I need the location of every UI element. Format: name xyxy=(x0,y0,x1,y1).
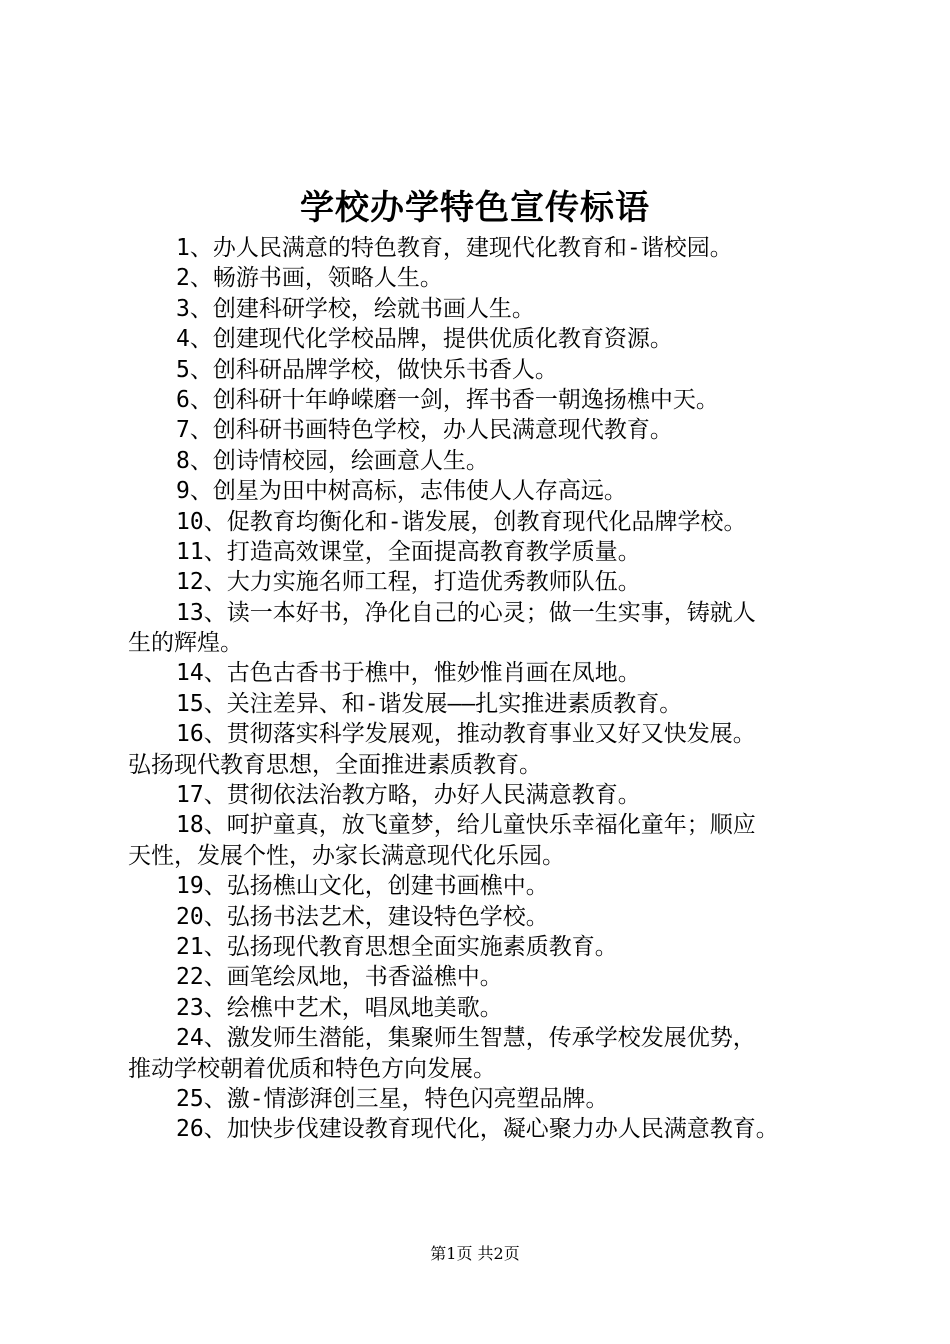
slogan-line: 12、大力实施名师工程，打造优秀教师队伍。 xyxy=(176,569,641,596)
slogan-line-continuation: 弘扬现代教育思想，全面推进素质教育。 xyxy=(128,751,542,778)
slogan-line: 7、创科研书画特色学校，办人民满意现代教育。 xyxy=(176,417,673,444)
slogan-line: 1、办人民满意的特色教育，建现代化教育和-谐校园。 xyxy=(176,235,733,261)
slogan-line-continuation: 推动学校朝着优质和特色方向发展。 xyxy=(128,1055,496,1082)
slogan-line: 17、贯彻依法治教方略，办好人民满意教育。 xyxy=(176,782,641,809)
slogan-line: 11、打造高效课堂，全面提高教育教学质量。 xyxy=(176,538,641,565)
slogan-line: 24、激发师生潜能，集聚师生智慧，传承学校发展优势， xyxy=(176,1025,756,1052)
slogan-line: 4、创建现代化学校品牌，提供优质化教育资源。 xyxy=(176,326,673,353)
slogan-line-continuation: 生的辉煌。 xyxy=(128,630,243,657)
document-title: 学校办学特色宣传标语 xyxy=(300,188,650,228)
slogan-line: 6、创科研十年峥嵘磨一剑，挥书香一朝逸扬樵中天。 xyxy=(176,386,719,413)
slogan-line: 20、弘扬书法艺术，建设特色学校。 xyxy=(176,903,549,930)
slogan-line: 18、呵护童真，放飞童梦，给儿童快乐幸福化童年；顺应 xyxy=(176,812,756,839)
slogan-line: 19、弘扬樵山文化，创建书画樵中。 xyxy=(176,873,549,900)
slogan-line: 14、古色古香书于樵中，惟妙惟肖画在凤地。 xyxy=(176,660,641,687)
page-footer: 第1页 共2页 xyxy=(430,1244,520,1263)
slogan-line: 10、促教育均衡化和-谐发展，创教育现代化品牌学校。 xyxy=(176,508,747,535)
slogan-line: 23、绘樵中艺术，唱凤地美歌。 xyxy=(176,994,503,1021)
slogan-line: 3、创建科研学校，绘就书画人生。 xyxy=(176,295,535,322)
slogan-line: 16、贯彻落实科学发展观，推动教育事业又好又快发展。 xyxy=(176,721,756,748)
slogan-line: 5、创科研品牌学校，做快乐书香人。 xyxy=(176,356,558,383)
slogan-line-continuation: 天性，发展个性，办家长满意现代化乐园。 xyxy=(128,842,565,869)
slogan-line: 2、畅游书画，领略人生。 xyxy=(176,265,443,292)
slogan-line: 26、加快步伐建设教育现代化，凝心聚力办人民满意教育。 xyxy=(176,1116,779,1143)
slogan-line: 15、关注差异、和-谐发展——扎实推进素质教育。 xyxy=(176,690,683,717)
slogan-list xyxy=(128,233,840,1145)
slogan-line: 13、读一本好书，净化自己的心灵；做一生实事，铸就人 xyxy=(176,599,756,626)
slogan-line: 22、画笔绘凤地，书香溢樵中。 xyxy=(176,964,503,991)
slogan-line: 25、激-情澎湃创三星，特色闪亮塑品牌。 xyxy=(176,1085,609,1112)
slogan-line: 8、创诗情校园，绘画意人生。 xyxy=(176,447,489,474)
slogan-line: 21、弘扬现代教育思想全面实施素质教育。 xyxy=(176,933,618,960)
slogan-line: 9、创星为田中树高标，志伟使人人存高远。 xyxy=(176,478,627,505)
